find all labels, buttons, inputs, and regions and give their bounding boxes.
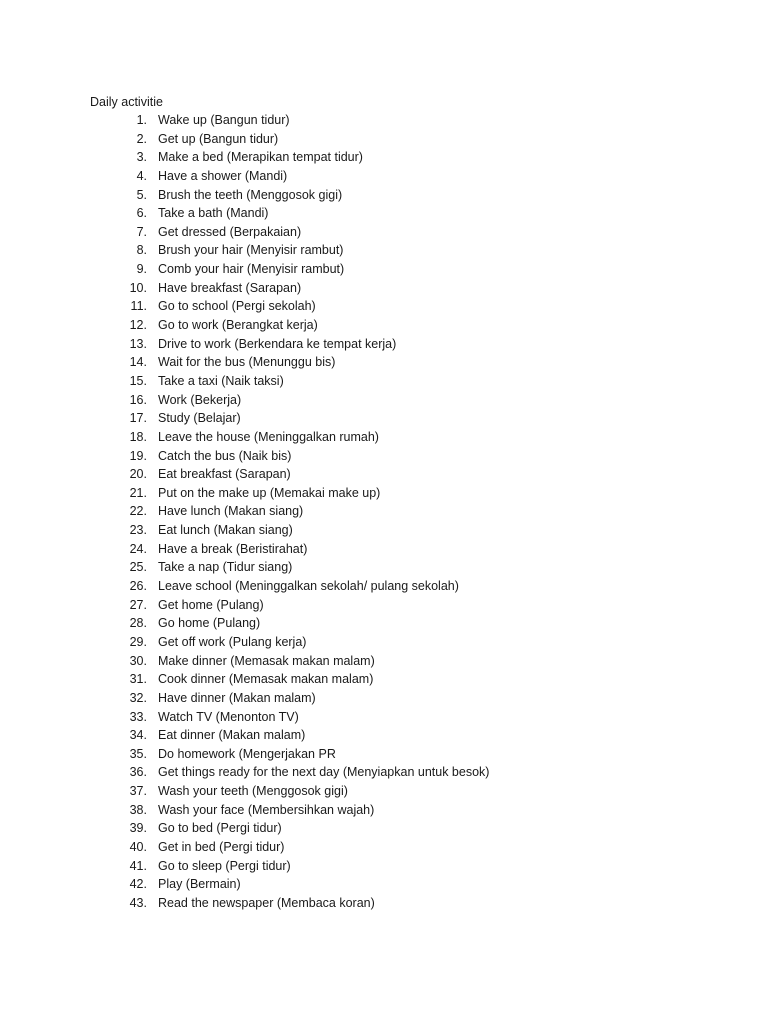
- list-item-text: Wash your teeth (Menggosok gigi): [158, 784, 348, 799]
- list-item-number: 31.: [129, 672, 147, 687]
- list-item-number: 24.: [129, 541, 147, 556]
- list-item-number: 20.: [129, 467, 147, 482]
- list-item-text: Go home (Pulang): [158, 616, 261, 631]
- list-item-text: Go to bed (Pergi tidur): [158, 821, 282, 836]
- list-item-number: 22.: [129, 504, 147, 519]
- list-item-number: 32.: [129, 690, 147, 705]
- list-item-number: 37.: [129, 784, 147, 799]
- list-item-text: Get home (Pulang): [158, 597, 264, 612]
- list-item-number: 28.: [129, 616, 147, 631]
- list-item-number: 29.: [129, 634, 147, 649]
- list-item-text: Comb your hair (Menyisir rambut): [158, 262, 345, 277]
- list-item-number: 26.: [129, 579, 147, 594]
- list-item-number: 23.: [129, 523, 147, 538]
- list-item-text: Have a break (Beristirahat): [158, 541, 308, 556]
- list-item-number: 4.: [136, 168, 147, 183]
- list-item-text: Leave the house (Meninggalkan rumah): [158, 429, 379, 444]
- list-item-number: 36.: [129, 765, 147, 780]
- list-item-number: 34.: [129, 728, 147, 743]
- list-item-text: Drive to work (Berkendara ke tempat kerja): [158, 336, 397, 351]
- list-item-text: Put on the make up (Memakai make up): [158, 485, 381, 500]
- list-item-number: 41.: [129, 858, 147, 873]
- list-item-text: Play (Bermain): [158, 877, 241, 892]
- list-item-text: Wash your face (Membersihkan wajah): [158, 802, 375, 817]
- list-item-number: 35.: [129, 746, 147, 761]
- list-item-text: Get things ready for the next day (Menyiapkan untuk besok): [158, 765, 490, 780]
- list-item-number: 11.: [130, 299, 147, 314]
- list-item-text: Go to school (Pergi sekolah): [158, 299, 316, 314]
- list-item-number: 43.: [129, 895, 147, 910]
- list-item-number: 39.: [129, 821, 147, 836]
- list-item-text: Catch the bus (Naik bis): [158, 448, 292, 463]
- list-item-text: Do homework (Mengerjakan PR: [158, 746, 336, 761]
- list-item-text: Brush your hair (Menyisir rambut): [158, 243, 344, 258]
- list-item-number: 13.: [129, 336, 147, 351]
- list-item-text: Wait for the bus (Menunggu bis): [158, 355, 336, 370]
- list-item-number: 18.: [129, 429, 147, 444]
- list-item-text: Cook dinner (Memasak makan malam): [158, 672, 374, 687]
- list-item-number: 25.: [129, 560, 147, 575]
- list-item-text: Eat lunch (Makan siang): [158, 523, 293, 538]
- list-item-text: Go to sleep (Pergi tidur): [158, 858, 291, 873]
- list-item-text: Eat dinner (Makan malam): [158, 728, 306, 743]
- list-item-text: Take a bath (Mandi): [158, 206, 269, 221]
- list-item-number: 10.: [129, 280, 147, 295]
- list-item-text: Make dinner (Memasak makan malam): [158, 653, 375, 668]
- list-item-number: 9.: [136, 262, 147, 277]
- list-item-number: 2.: [136, 131, 147, 146]
- list-item-text: Work (Bekerja): [158, 392, 242, 407]
- list-item-number: 38.: [129, 802, 147, 817]
- list-item-number: 14.: [129, 355, 147, 370]
- list-item-text: Wake up (Bangun tidur): [158, 113, 290, 127]
- list-item-text: Take a taxi (Naik taksi): [158, 373, 284, 388]
- list-item-text: Study (Belajar): [158, 411, 241, 426]
- list-item-text: Eat breakfast (Sarapan): [158, 467, 291, 482]
- list-item-number: 12.: [129, 318, 147, 333]
- list-item-text: Take a nap (Tidur siang): [158, 560, 293, 575]
- list-item-text: Make a bed (Merapikan tempat tidur): [158, 150, 363, 165]
- list-item-number: 17.: [129, 411, 147, 426]
- list-item-number: 1.: [136, 113, 147, 127]
- list-item-number: 16.: [129, 392, 147, 407]
- list-item-text: Get dressed (Berpakaian): [158, 224, 302, 239]
- list-item-number: 33.: [129, 709, 147, 724]
- list-item-text: Read the newspaper (Membaca koran): [158, 895, 375, 910]
- list-item-text: Watch TV (Menonton TV): [158, 709, 299, 724]
- list-item-number: 42.: [129, 877, 147, 892]
- list-item-number: 5.: [136, 187, 147, 202]
- list-item-text: Get off work (Pulang kerja): [158, 634, 307, 649]
- list-item-number: 7.: [136, 224, 147, 239]
- list-item-number: 30.: [129, 653, 147, 668]
- list-item-text: Brush the teeth (Menggosok gigi): [158, 187, 343, 202]
- list-item-number: 8.: [136, 243, 147, 258]
- list-item-text: Have dinner (Makan malam): [158, 690, 316, 705]
- list-item-text: Get in bed (Pergi tidur): [158, 839, 285, 854]
- list-item-text: Leave school (Meninggalkan sekolah/ pulang sekolah): [158, 579, 459, 594]
- list-item-number: 27.: [129, 597, 147, 612]
- list-item-text: Have lunch (Makan siang): [158, 504, 304, 519]
- list-item-number: 40.: [129, 839, 147, 854]
- list-item-number: 19.: [129, 448, 147, 463]
- list-item-number: 6.: [136, 206, 147, 221]
- list-item-text: Get up (Bangun tidur): [158, 131, 279, 146]
- list-item-number: 21.: [129, 485, 147, 500]
- list-item-text: Have a shower (Mandi): [158, 168, 288, 183]
- page-title: Daily activitie: [90, 95, 163, 109]
- list-item-number: 3.: [136, 150, 147, 165]
- list-item-number: 15.: [129, 373, 147, 388]
- list-item-text: Go to work (Berangkat kerja): [158, 318, 318, 333]
- list-item-text: Have breakfast (Sarapan): [158, 280, 302, 295]
